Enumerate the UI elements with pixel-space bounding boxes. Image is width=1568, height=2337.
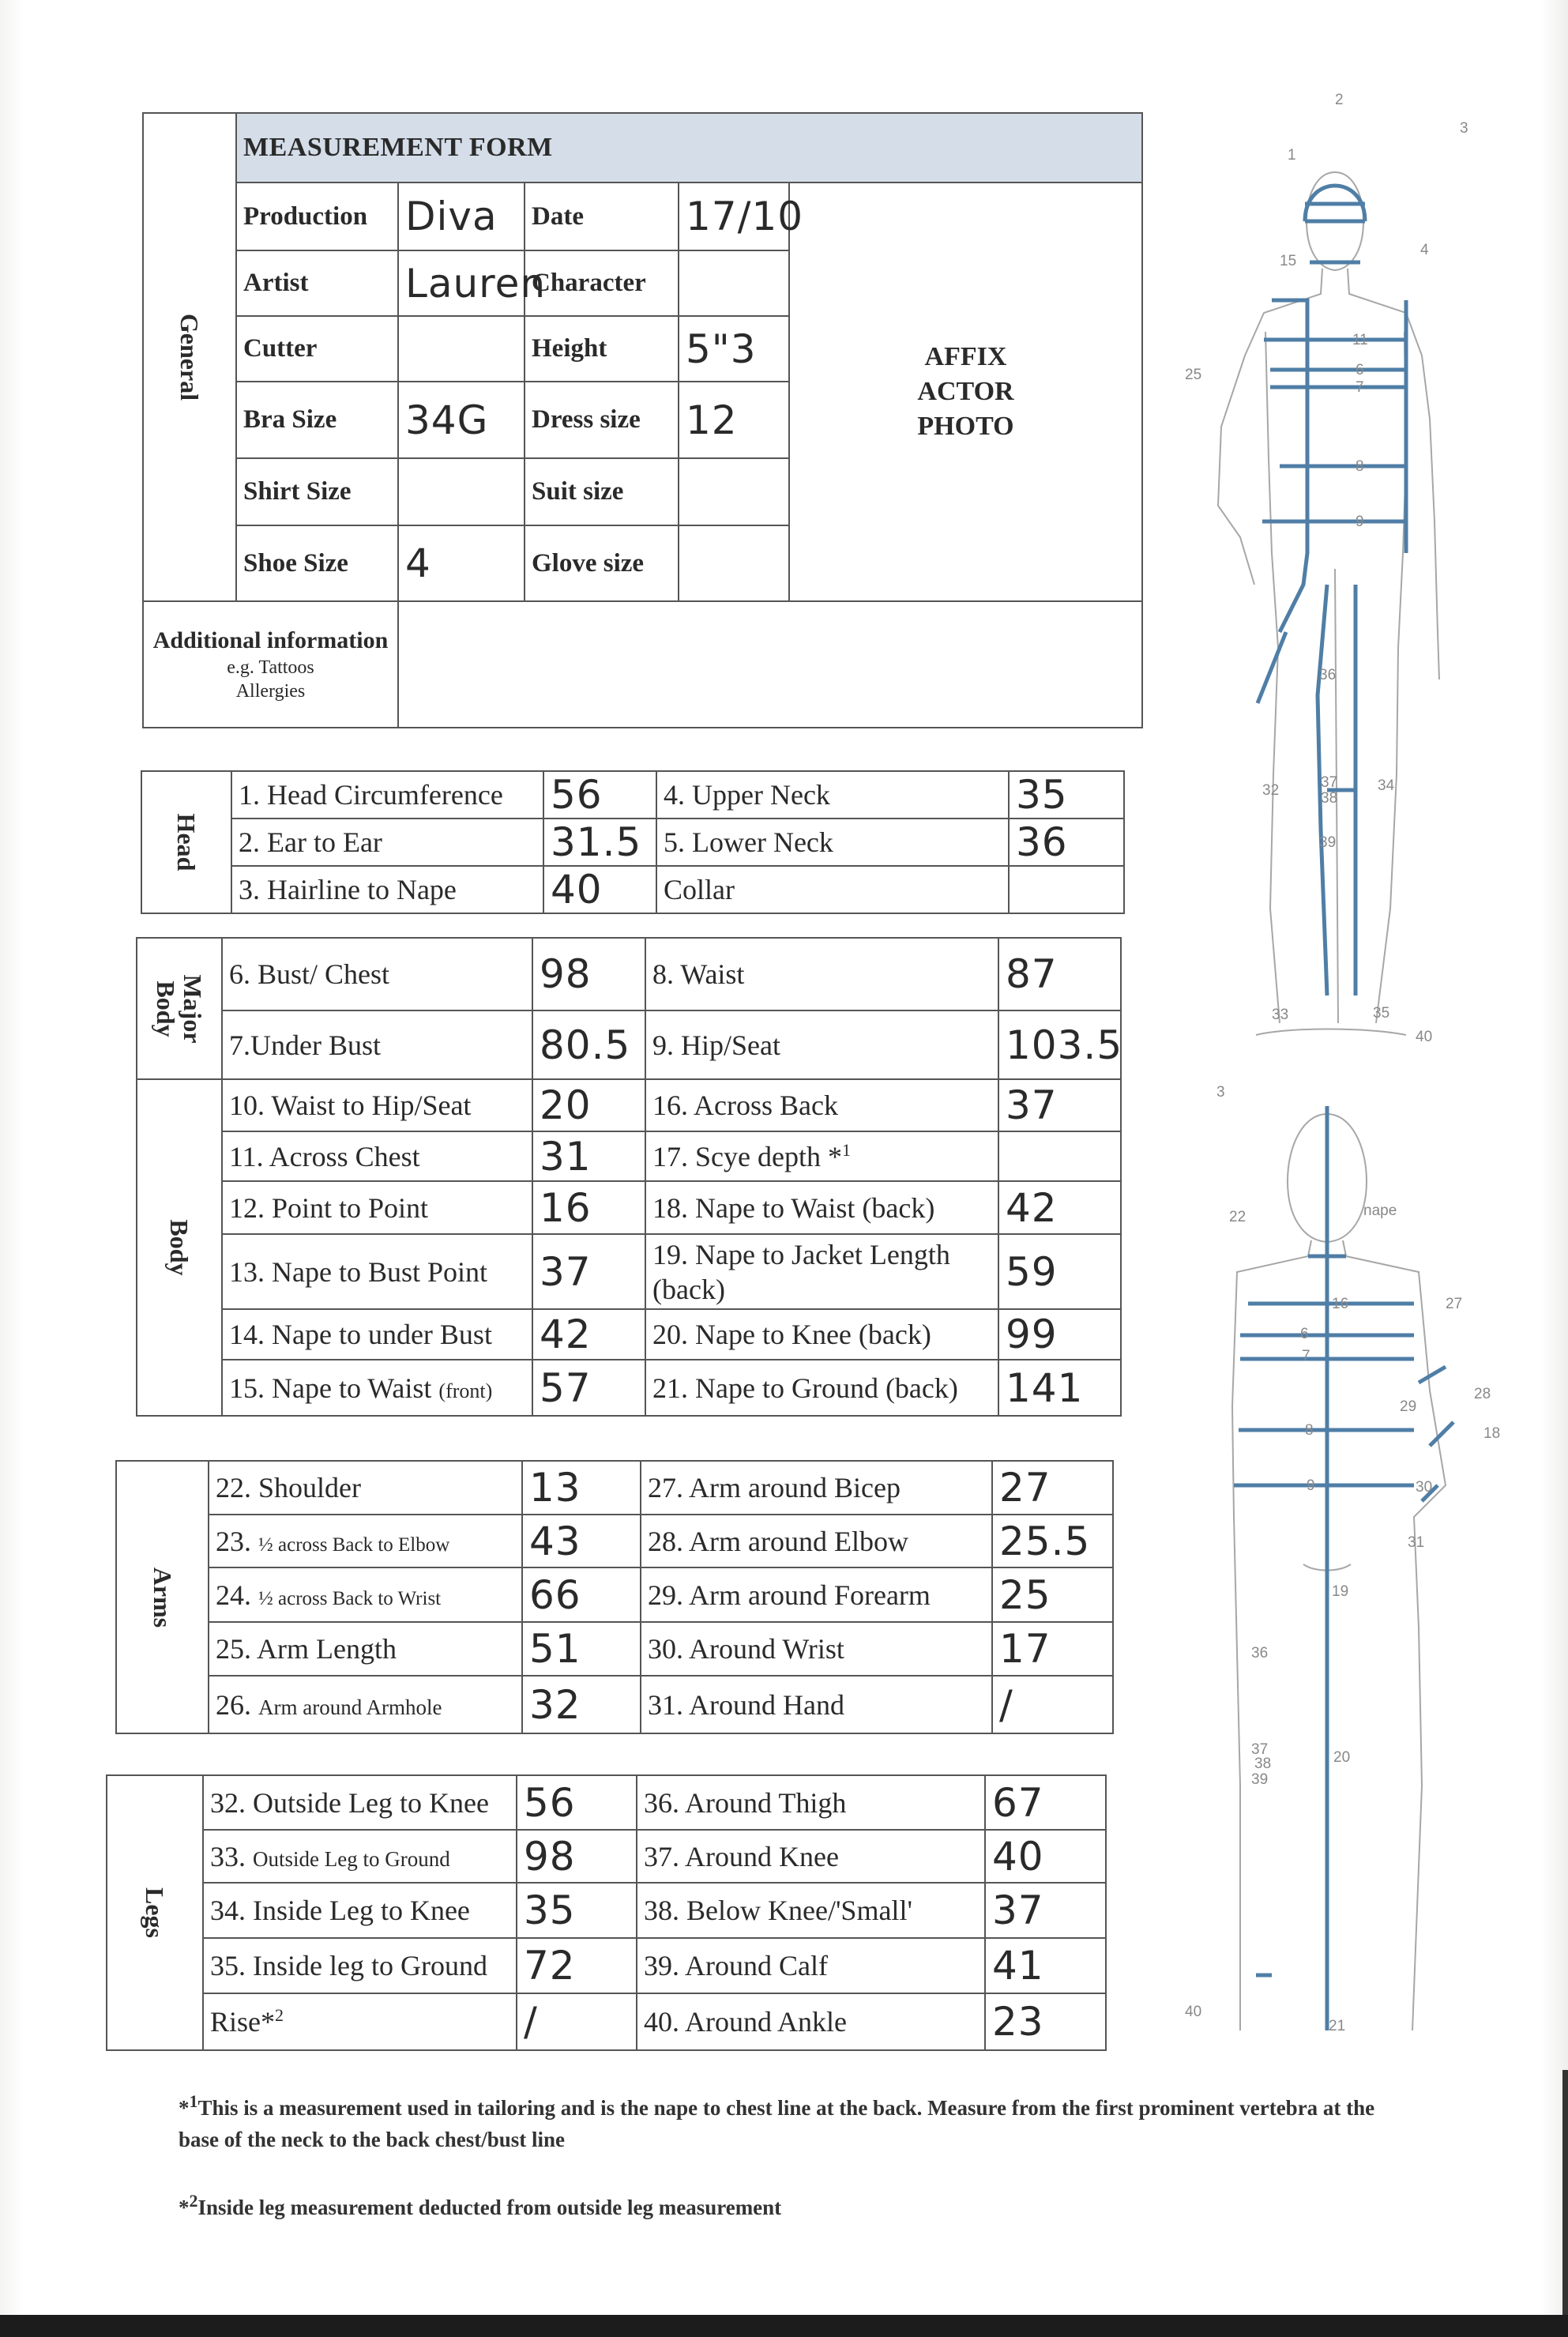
front-label-35: 35 <box>1373 1005 1390 1022</box>
nape-to-waist-front-field[interactable]: 57 <box>532 1360 645 1416</box>
shoe-size-label: Shoe Size <box>236 525 398 601</box>
under-bust-field[interactable]: 80.5 <box>532 1010 645 1079</box>
collar-label: Collar <box>656 866 1009 913</box>
ear-to-ear-field[interactable]: 31.5 <box>543 819 656 866</box>
scan-bottom-edge <box>0 2315 1568 2337</box>
back-label-6: 6 <box>1300 1326 1309 1342</box>
waist-to-hip-field[interactable]: 20 <box>532 1079 645 1131</box>
ear-to-ear-label: 2. Ear to Ear <box>231 819 543 866</box>
half-back-to-elbow-label: 23. ½ across Back to Elbow <box>209 1515 522 1567</box>
around-thigh-field[interactable]: 67 <box>985 1775 1106 1830</box>
outside-leg-to-ground-label: 33. Outside Leg to Ground <box>203 1830 517 1883</box>
hairline-to-nape-label: 3. Hairline to Nape <box>231 866 543 913</box>
character-field[interactable] <box>679 250 789 316</box>
head-circumference-label: 1. Head Circumference <box>231 771 543 819</box>
artist-label: Artist <box>236 250 398 316</box>
footnote-rise: *$^2$Inside leg measurement deducted from outside leg measurement <box>179 2191 782 2219</box>
back-label-29: 29 <box>1400 1398 1417 1415</box>
across-chest-field[interactable]: 31 <box>532 1131 645 1181</box>
footnote-scye-depth: *$^1$This is a measurement used in tailoring and is the nape to chest line at the back. Measure from the first prominent vertebra at the base of the neck to the back chest/bust line <box>179 2091 1375 2151</box>
half-back-to-wrist-label: 24. ½ across Back to Wrist <box>209 1567 522 1622</box>
across-chest-label: 11. Across Chest <box>222 1131 532 1181</box>
back-label-28b: 28 <box>1474 1386 1491 1402</box>
nape-to-jacket-length-label: 19. Nape to Jacket Length (back) <box>645 1234 998 1309</box>
around-knee-label: 37. Around Knee <box>637 1830 985 1883</box>
arm-around-forearm-field[interactable]: 25 <box>992 1567 1113 1622</box>
front-label-2: 2 <box>1335 92 1344 108</box>
outside-leg-to-knee-label: 32. Outside Leg to Knee <box>203 1775 517 1830</box>
around-calf-field[interactable]: 41 <box>985 1938 1106 1993</box>
bra-size-field[interactable]: 34G <box>398 382 525 458</box>
lower-neck-label: 5. Lower Neck <box>656 819 1009 866</box>
front-label-1: 1 <box>1288 147 1296 164</box>
head-table <box>141 770 1125 914</box>
collar-field[interactable] <box>1009 866 1124 913</box>
dress-size-field[interactable]: 12 <box>679 382 789 458</box>
artist-field[interactable]: Lauren <box>398 250 525 316</box>
back-label-20: 20 <box>1333 1749 1351 1766</box>
around-ankle-field[interactable]: 23 <box>985 1993 1106 2050</box>
scye-depth-label: 17. Scye depth *$^1$ <box>645 1131 998 1181</box>
production-label: Production <box>236 183 398 250</box>
major-body-section-label: Major Body <box>137 938 222 1079</box>
around-hand-field[interactable]: / <box>992 1676 1113 1733</box>
hip-seat-label: 9. Hip/Seat <box>645 1010 998 1079</box>
nape-to-jacket-length-field[interactable]: 59 <box>998 1234 1121 1309</box>
front-label-4: 4 <box>1420 242 1429 258</box>
legs-table <box>106 1774 1107 2051</box>
waist-label: 8. Waist <box>645 938 998 1010</box>
arm-around-elbow-field[interactable]: 25.5 <box>992 1515 1113 1567</box>
front-label-15: 15 <box>1280 253 1297 269</box>
dress-size-label: Dress size <box>525 382 679 458</box>
body-table <box>136 937 1122 1417</box>
outside-leg-to-ground-field[interactable]: 98 <box>517 1830 637 1883</box>
scan-edge <box>1562 2070 1568 2315</box>
scye-depth-field[interactable] <box>998 1131 1121 1181</box>
bra-size-label: Bra Size <box>236 382 398 458</box>
general-section-label: General <box>143 113 236 601</box>
rise-label: Rise*$^2$ <box>203 1993 517 2050</box>
back-label-36: 36 <box>1251 1645 1269 1661</box>
front-label-37: 37 <box>1321 774 1338 791</box>
around-wrist-field[interactable]: 17 <box>992 1622 1113 1676</box>
back-label-31: 31 <box>1408 1534 1425 1551</box>
back-label-18: 18 <box>1483 1425 1501 1442</box>
general-table <box>142 112 1143 728</box>
back-label-38: 38 <box>1254 1756 1272 1772</box>
point-to-point-field[interactable]: 16 <box>532 1181 645 1234</box>
around-wrist-label: 30. Around Wrist <box>641 1622 992 1676</box>
inside-leg-to-knee-label: 34. Inside Leg to Knee <box>203 1883 517 1938</box>
below-knee-field[interactable]: 37 <box>985 1883 1106 1938</box>
front-label-40: 40 <box>1416 1029 1433 1045</box>
hairline-to-nape-field[interactable]: 40 <box>543 866 656 913</box>
outside-leg-to-knee-field[interactable]: 56 <box>517 1775 637 1830</box>
back-body-figure <box>1185 1074 1517 2062</box>
nape-to-ground-label: 21. Nape to Ground (back) <box>645 1360 998 1416</box>
back-label-16: 16 <box>1332 1296 1349 1312</box>
glove-size-field[interactable] <box>679 525 789 601</box>
arm-length-label: 25. Arm Length <box>209 1622 522 1676</box>
across-back-label: 16. Across Back <box>645 1079 998 1131</box>
nape-to-knee-field[interactable]: 99 <box>998 1309 1121 1360</box>
inside-leg-to-ground-field[interactable]: 72 <box>517 1938 637 1993</box>
bust-chest-field[interactable]: 98 <box>532 938 645 1010</box>
front-label-7: 7 <box>1356 379 1364 396</box>
nape-to-waist-back-field[interactable]: 42 <box>998 1181 1121 1234</box>
arm-around-forearm-label: 29. Arm around Forearm <box>641 1567 992 1622</box>
front-label-8: 8 <box>1356 458 1364 475</box>
additional-info-field[interactable] <box>398 601 1142 728</box>
character-label: Character <box>525 250 679 316</box>
arms-table <box>115 1460 1114 1734</box>
around-hand-label: 31. Around Hand <box>641 1676 992 1733</box>
rise-field[interactable]: / <box>517 1993 637 2050</box>
front-label-38: 38 <box>1321 790 1338 807</box>
around-ankle-label: 40. Around Ankle <box>637 1993 985 2050</box>
waist-field[interactable]: 87 <box>998 938 1121 1010</box>
cutter-label: Cutter <box>236 316 398 382</box>
front-figure-labels <box>1185 92 1468 1045</box>
across-back-field[interactable]: 37 <box>998 1079 1121 1131</box>
back-label-40: 40 <box>1185 2004 1202 2020</box>
back-figure-labels <box>1185 1084 1500 2034</box>
arm-length-field[interactable]: 51 <box>522 1622 641 1676</box>
height-field[interactable]: 5"3 <box>679 316 789 382</box>
front-label-39: 39 <box>1319 834 1337 851</box>
upper-neck-field[interactable]: 35 <box>1009 771 1124 819</box>
point-to-point-label: 12. Point to Point <box>222 1181 532 1234</box>
front-label-32: 32 <box>1262 782 1280 799</box>
suit-size-field[interactable] <box>679 458 789 525</box>
form-title: MEASUREMENT FORM <box>236 113 1142 183</box>
nape-to-waist-back-label: 18. Nape to Waist (back) <box>645 1181 998 1234</box>
additional-info-label: Additional information e.g. Tattoos Allergies <box>143 601 398 728</box>
around-calf-label: 39. Around Calf <box>637 1938 985 1993</box>
date-label: Date <box>525 183 679 250</box>
shoe-size-field[interactable]: 4 <box>398 525 525 601</box>
front-label-9: 9 <box>1356 514 1364 530</box>
half-back-to-wrist-field[interactable]: 66 <box>522 1567 641 1622</box>
back-label-nape: nape <box>1363 1202 1397 1219</box>
lower-neck-field[interactable]: 36 <box>1009 819 1124 866</box>
nape-to-bust-point-field[interactable]: 37 <box>532 1234 645 1309</box>
back-label-3: 3 <box>1216 1084 1225 1101</box>
date-field[interactable]: 17/10 <box>679 183 789 250</box>
back-label-39: 39 <box>1251 1771 1269 1788</box>
body-section-label: Body <box>137 1079 222 1416</box>
nape-to-waist-front-label: 15. Nape to Waist (front) <box>222 1360 532 1416</box>
shirt-size-field[interactable] <box>398 458 525 525</box>
waist-to-hip-label: 10. Waist to Hip/Seat <box>222 1079 532 1131</box>
glove-size-label: Glove size <box>525 525 679 601</box>
arm-around-bicep-field[interactable]: 27 <box>992 1461 1113 1515</box>
under-bust-label: 7.Under Bust <box>222 1010 532 1079</box>
around-knee-field[interactable]: 40 <box>985 1830 1106 1883</box>
shoulder-field[interactable]: 13 <box>522 1461 641 1515</box>
head-circumference-field[interactable]: 56 <box>543 771 656 819</box>
arm-around-armhole-field[interactable]: 32 <box>522 1676 641 1733</box>
inside-leg-to-ground-label: 35. Inside leg to Ground <box>203 1938 517 1993</box>
arms-section-label: Arms <box>116 1461 209 1733</box>
cutter-field[interactable] <box>398 316 525 382</box>
shirt-size-label: Shirt Size <box>236 458 398 525</box>
front-body-figure <box>1169 79 1485 1082</box>
production-field[interactable]: Diva <box>398 183 525 250</box>
legs-section-label: Legs <box>107 1775 203 2050</box>
back-label-30: 30 <box>1416 1479 1433 1496</box>
front-label-11: 11 <box>1352 332 1368 348</box>
back-label-7: 7 <box>1302 1348 1310 1364</box>
arm-around-armhole-label: 26. Arm around Armhole <box>209 1676 522 1733</box>
back-label-37: 37 <box>1251 1741 1269 1758</box>
hip-seat-field[interactable]: 103.5 <box>998 1010 1121 1079</box>
inside-leg-to-knee-field[interactable]: 35 <box>517 1883 637 1938</box>
nape-to-bust-point-label: 13. Nape to Bust Point <box>222 1234 532 1309</box>
front-label-3: 3 <box>1460 120 1468 137</box>
arm-around-bicep-label: 27. Arm around Bicep <box>641 1461 992 1515</box>
front-label-6: 6 <box>1356 362 1364 378</box>
arm-around-elbow-label: 28. Arm around Elbow <box>641 1515 992 1567</box>
nape-to-knee-label: 20. Nape to Knee (back) <box>645 1309 998 1360</box>
head-section-label: Head <box>141 771 231 913</box>
back-label-19: 19 <box>1332 1583 1349 1600</box>
shoulder-label: 22. Shoulder <box>209 1461 522 1515</box>
back-label-22: 22 <box>1229 1209 1247 1225</box>
nape-to-under-bust-label: 14. Nape to under Bust <box>222 1309 532 1360</box>
height-label: Height <box>525 316 679 382</box>
front-label-33: 33 <box>1272 1007 1289 1023</box>
below-knee-label: 38. Below Knee/'Small' <box>637 1883 985 1938</box>
back-label-9: 9 <box>1307 1477 1315 1494</box>
front-label-25: 25 <box>1185 367 1202 383</box>
nape-to-ground-field[interactable]: 141 <box>998 1360 1121 1416</box>
half-back-to-elbow-field[interactable]: 43 <box>522 1515 641 1567</box>
around-thigh-label: 36. Around Thigh <box>637 1775 985 1830</box>
back-label-8: 8 <box>1305 1422 1314 1439</box>
back-label-27: 27 <box>1446 1296 1463 1312</box>
nape-to-under-bust-field[interactable]: 42 <box>532 1309 645 1360</box>
suit-size-label: Suit size <box>525 458 679 525</box>
affix-photo-area: AFFIX ACTOR PHOTO <box>789 183 1142 601</box>
front-label-36: 36 <box>1319 667 1337 683</box>
back-label-21: 21 <box>1329 2018 1346 2034</box>
bust-chest-label: 6. Bust/ Chest <box>222 938 532 1010</box>
front-label-34: 34 <box>1378 777 1395 794</box>
upper-neck-label: 4. Upper Neck <box>656 771 1009 819</box>
